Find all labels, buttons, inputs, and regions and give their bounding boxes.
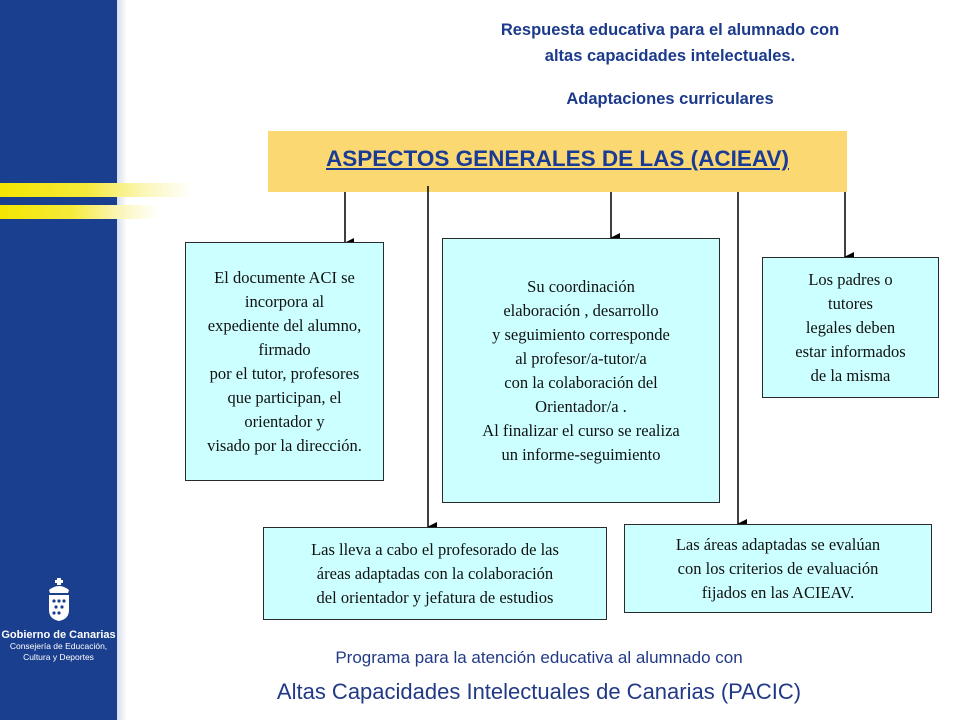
aci-document-box [185,242,384,481]
evaluation-text: Las áreas adaptadas se evalúan con los criterios de evaluación fijados en las ACIEAV. [675,534,881,602]
coordination-box [442,238,720,503]
coordination-text: Su coordinación elaboración , desarrollo y seguimiento corresponde al profesor/a-tutor/a con la colaboración del Orientador/a . Al finalizar el curso se realiza un informe-seguimiento [482,276,680,464]
teaching-staff-box [263,527,607,620]
aci-document-text: El documente ACI se incorpora al expediente del alumno, firmado por el tutor, profesores que participan, el orientador y visado por la dirección. [207,267,362,455]
diagram-title: ASPECTOS GENERALES DE LAS (ACIEAV) [326,146,789,171]
logo-subtitle: Consejería de Educación, Cultura y Deportes [9,641,108,662]
parents-text: Los padres o tutores legales deben estar informados de la misma [795,269,906,385]
logo-name: Gobierno de Canarias [1,629,116,641]
evaluation-box [624,524,932,613]
teaching-staff-text: Las lleva a cabo el profesorado de las áreas adaptadas con la colaboración del orientador y jefatura de estudios [311,539,559,607]
parents-box [762,257,939,398]
header-line-2: altas capacidades intelectuales. [544,47,796,65]
footer-line-1: Programa para la atención educativa al alumnado con [335,648,743,667]
header-line-3: Adaptaciones curriculares [566,90,774,108]
footer-line-2: Altas Capacidades Intelectuales de Canarias (PACIC) [276,679,802,704]
header-line-1: Respuesta educativa para el alumnado con [500,21,840,39]
